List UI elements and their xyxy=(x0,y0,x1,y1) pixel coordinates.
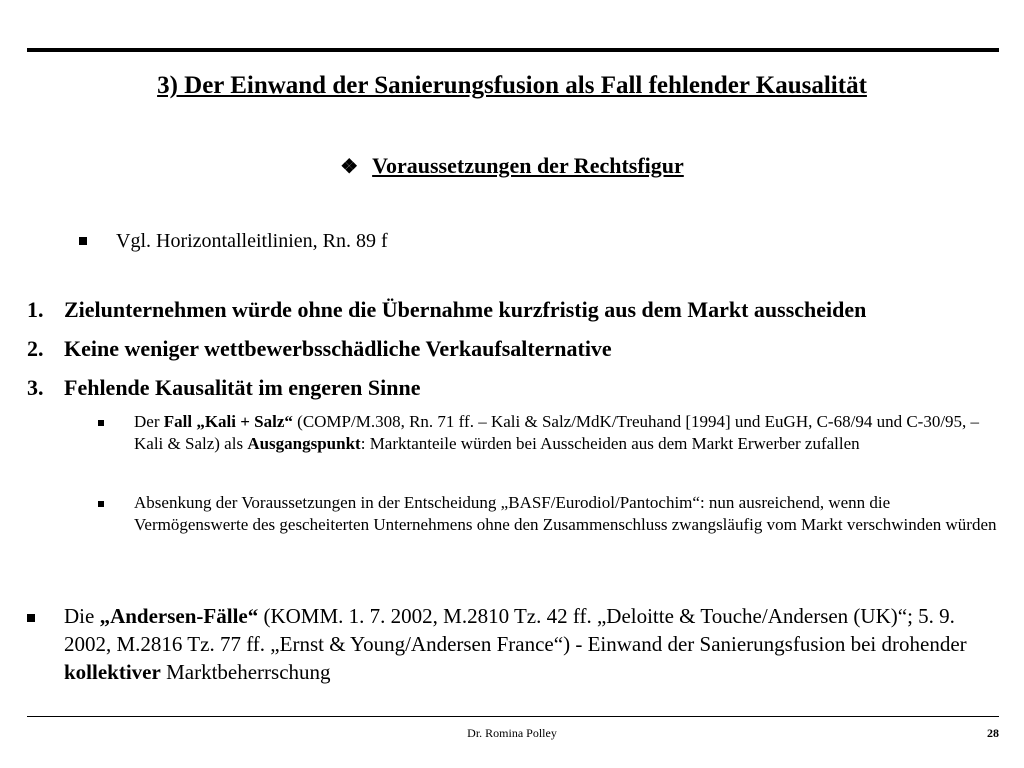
square-bullet-icon xyxy=(98,501,104,507)
text-run: (COMP/M.308, Rn. 71 ff. – Kali & Salz/MdK/Treuhand [1994] und EuGH, C-68/94 und C-30/95, – Kali & Salz) als xyxy=(134,412,980,453)
slide-title: 3) Der Einwand der Sanierungsfusion als Fall fehlender Kausalität xyxy=(157,72,867,99)
text-run: : Marktanteile würden bei Ausscheiden aus dem Markt Erwerber zufallen xyxy=(360,434,860,453)
text-run: (KOMM. 1. 7. 2002, M.2810 Tz. 42 ff. „Deloitte & Touche/Andersen (UK)“; 5. 9. 2002, M.2816 Tz. 77 ff. „Ernst & Young/Andersen France“) - Einwand der Sanierungsfusion bei drohender xyxy=(64,604,967,656)
text-run-bold: „Andersen-Fälle“ xyxy=(99,604,259,628)
andersen-paragraph xyxy=(64,602,1004,686)
text-run-bold: kollektiver xyxy=(64,660,161,684)
item-number: 1. xyxy=(27,297,44,322)
sub-bullet-basf: Absenkung der Voraussetzungen in der Entscheidung „BASF/Eurodiol/Pantochim“: nun ausreichend, wenn die Vermögenswerte des gescheiterten Unternehmens ohne den Zusammenschluss zwangsläufig vom Markt verschwinden würden xyxy=(134,493,997,534)
item-text: Keine weniger wettbewerbsschädliche Verkaufsalternative xyxy=(64,336,612,361)
square-bullet-icon xyxy=(79,237,87,245)
sub-bullet-kali-salz xyxy=(134,411,1004,455)
footer-author: Dr. Romina Polley xyxy=(467,726,557,740)
item-number: 3. xyxy=(27,375,44,400)
text-run-bold: Fall „Kali + Salz“ xyxy=(163,412,293,431)
square-bullet-icon xyxy=(27,614,35,622)
item-text: Zielunternehmen würde ohne die Übernahme kurzfristig aus dem Markt ausscheiden xyxy=(64,297,867,322)
item-text: Fehlende Kausalität im engeren Sinne xyxy=(64,375,421,400)
subtitle-text: Voraussetzungen der Rechtsfigur xyxy=(372,153,684,178)
item-number: 2. xyxy=(27,336,44,361)
page-number: 28 xyxy=(987,726,999,740)
square-bullet-icon xyxy=(98,420,104,426)
diamond-bullet-icon: ❖ xyxy=(340,156,359,178)
subtitle xyxy=(0,153,1024,179)
text-run-bold: Ausgangspunkt xyxy=(247,434,361,453)
text-run: Die xyxy=(64,604,100,628)
bottom-rule xyxy=(27,716,999,717)
text-run: Der xyxy=(134,412,164,431)
text-run: Marktbeherrschung xyxy=(160,660,331,684)
reference-text: Vgl. Horizontalleitlinien, Rn. 89 f xyxy=(116,230,388,252)
top-rule xyxy=(27,48,999,52)
